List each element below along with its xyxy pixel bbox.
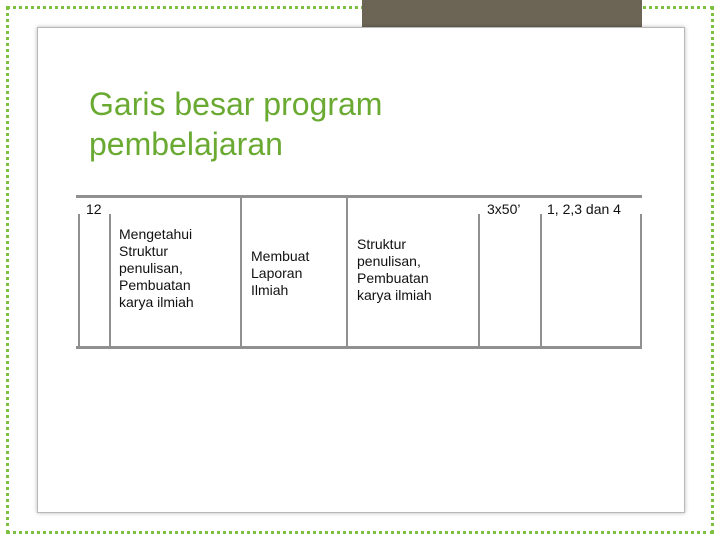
table-top-border: [76, 195, 642, 198]
table-column-divider: [478, 214, 480, 347]
table-cell-duration: 3x50’: [487, 201, 521, 217]
table-cell-activity: Membuat Laporan Ilmiah: [251, 248, 310, 298]
table-cell-number: 12: [86, 201, 102, 217]
slide-title: Garis besar program pembelajaran: [89, 86, 383, 162]
table-column-divider: [346, 198, 348, 347]
table-column-divider: [540, 214, 542, 347]
table-column-divider: [109, 214, 111, 347]
table-cell-meeting: 1, 2,3 dan 4: [547, 201, 621, 217]
table-cell-material: Struktur penulisan, Pembuatan karya ilmiah: [357, 236, 432, 303]
table-column-divider: [640, 214, 642, 347]
table-column-divider: [78, 214, 80, 347]
table-column-divider: [240, 198, 242, 347]
table-cell-objective: Mengetahui Struktur penulisan, Pembuatan karya ilmiah: [119, 226, 194, 310]
table-bottom-border: [76, 346, 642, 349]
